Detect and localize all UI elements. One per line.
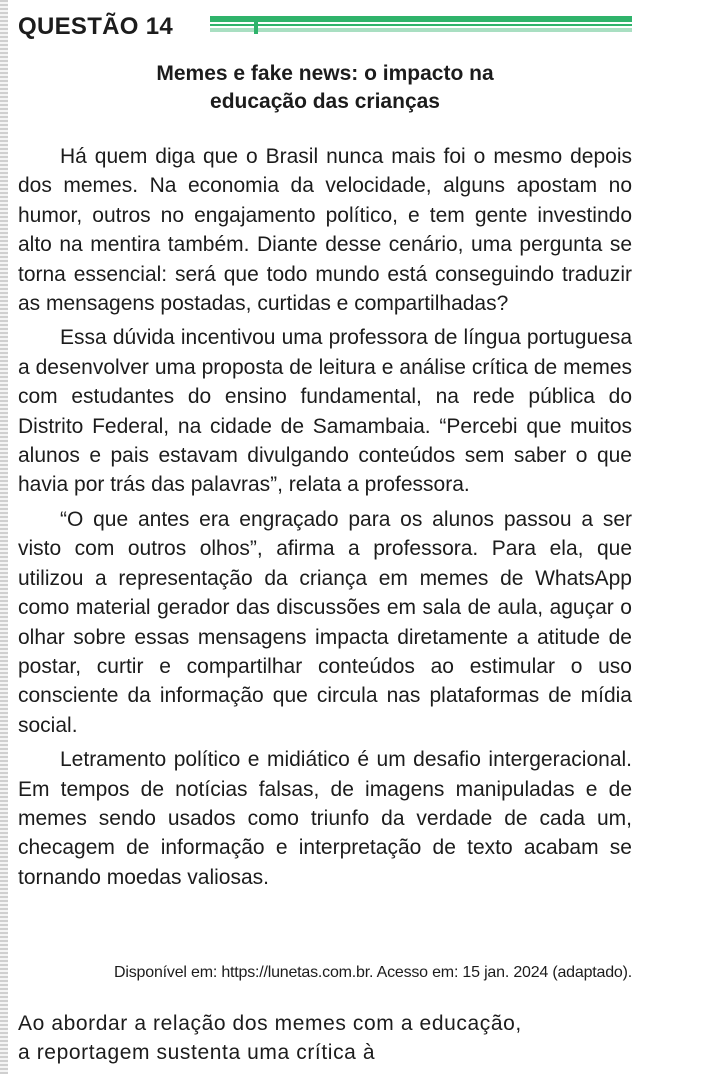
source-citation: Disponível em: https://lunetas.com.br. Acesso em: 15 jan. 2024 (adaptado).	[114, 964, 632, 981]
question-prompt-line: a reportagem sustenta uma crítica à	[18, 1041, 376, 1064]
question-header	[18, 12, 638, 44]
article-paragraph: “O que antes era engraçado para os alunos passou a ser visto com outros olhos”, afirma a professora. Para ela, que utilizou a representação da criança em memes de WhatsApp como material gerador das discussões em sala de aula, aguçar o olhar sobre essas mensagens impacta diretamente a atitude de postar, curtir e compartilhar conteúdos ao estimular o uso consciente da informação que circula nas plataformas de mídia social.	[18, 507, 632, 737]
article-paragraph: Essa dúvida incentivou uma professora de língua portuguesa a desenvolver uma proposta de leitura e análise crítica de memes com estudantes do ensino fundamental, na rede pública do Distrito Federal, na cidade de Samambaia. “Percebi que muitos alunos e pais estavam divulgando conteúdos sem saber o que havia por trás das palavras”, relata a professora.	[18, 326, 632, 497]
page-binding-edge	[0, 0, 8, 1074]
article-body	[18, 142, 632, 892]
article-title-line: educação das crianças	[210, 90, 440, 113]
article-paragraph: Há quem diga que o Brasil nunca mais foi o mesmo depois dos memes. Na economia da velocidade, alguns apostam no humor, outros no engajamento político, e tem gente investindo alto na mentira também. Diante desse cenário, uma pergunta se torna essencial: será que todo mundo está conseguindo traduzir as mensagens postadas, curtidas e compartilhadas?	[18, 145, 632, 316]
article-title-line: Memes e fake news: o impacto na	[156, 62, 494, 85]
article-paragraph: Letramento político e midiático é um desafio intergeracional. Em tempos de notícias falsas, de imagens manipuladas e de memes sendo usados como triunfo da verdade de cada um, checagem de informação e interpretação de texto acabam se tornando moedas valiosas.	[18, 748, 632, 889]
question-prompt-line: Ao abordar a relação dos memes com a educação,	[18, 1012, 522, 1035]
question-number: QUESTÃO 14	[18, 13, 174, 40]
question-prompt	[18, 1009, 632, 1067]
header-decorative-rule	[210, 16, 632, 38]
article-title	[18, 60, 632, 116]
